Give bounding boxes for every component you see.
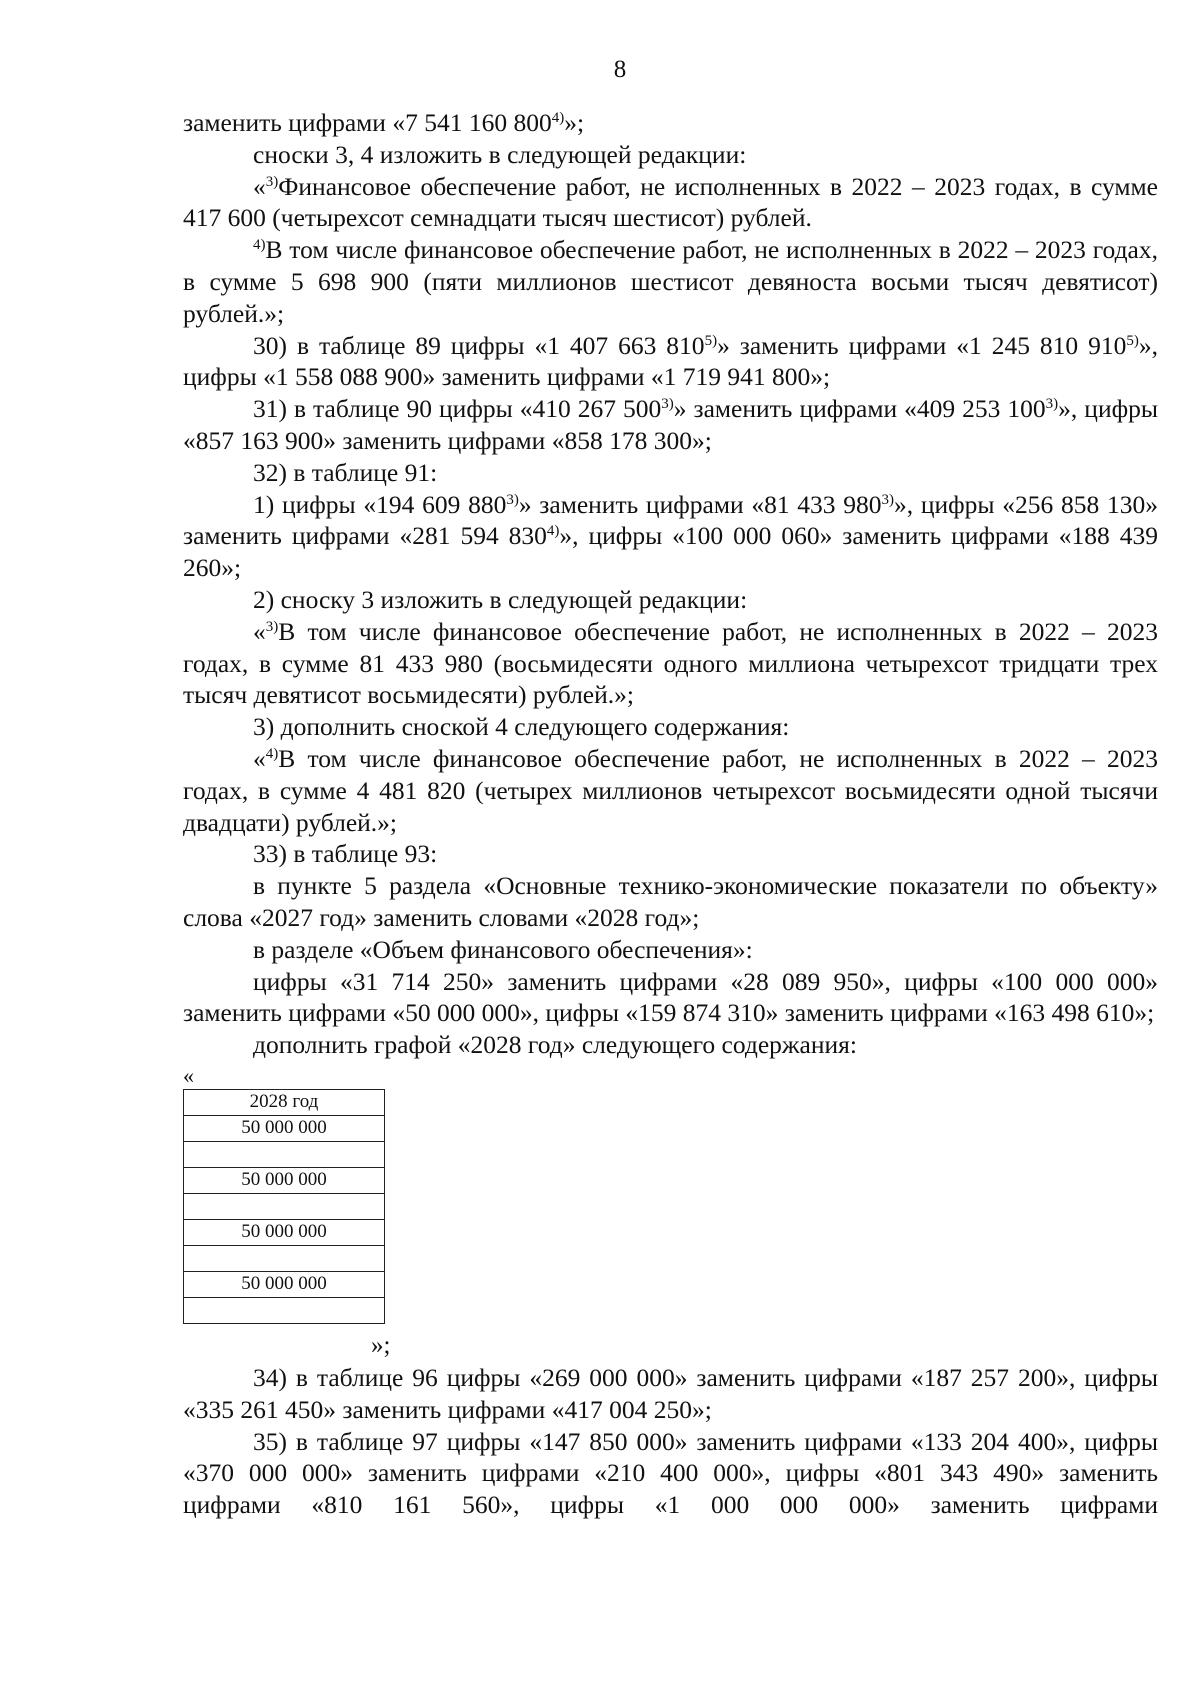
paragraph-footnote-3: «$^{3)}$Финансовое обеспечение работ, не исполненных в 2022 – 2023 годах, в сумме 417 600 (четырехсот семнадцати тысяч шестисот) рублей.	[183, 171, 1158, 233]
paragraph-footnote-4-new: «$^{4)}$В том числе финансовое обеспечение работ, не исполненных в 2022 – 2023 годах, в сумме 4 481 820 (четырех миллионов четырехсот восьмидесяти одной тысячи двадцати) рублей.»;	[183, 743, 1158, 837]
table-cell: 50 000 000	[184, 1167, 385, 1193]
document-body	[183, 107, 1158, 1521]
paragraph-item-31: 31) в таблице 90 цифры «410 267 500$^{3)}$» заменить цифрами «409 253 100$^{3)}$», цифры «857 163 900» заменить цифрами «858 178 300»;	[183, 394, 1158, 455]
paragraph-item-35: 35) в таблице 97 цифры «147 850 000» заменить цифрами «133 204 400», цифры «370 000 000» заменить цифрами «210 400 000», цифры «801 343 490» заменить цифрами «810 161 560», цифры «1 000 000 000» заменить цифрами	[183, 1426, 1158, 1520]
paragraph-item-32: 32) в таблице 91:	[253, 457, 438, 487]
page-number: 8	[613, 56, 627, 83]
paragraph-item-32-1: 1) цифры «194 609 880$^{3)}$» заменить цифрами «81 433 980$^{3)}$», цифры «256 858 130» заменить цифрами «281 594 830$^{4)}$», цифры «100 000 060» заменить цифрами «188 439 260»;	[183, 489, 1158, 583]
table-cell: 50 000 000	[184, 1219, 385, 1245]
paragraph-item-33: 33) в таблице 93:	[253, 839, 438, 869]
paragraph-footnote-3-new: «$^{3)}$В том числе финансовое обеспечение работ, не исполненных в 2022 – 2023 годах, в сумме 81 433 980 (восьмидесяти одного миллиона четырехсот тридцати трех тысяч девятисот восьмидесяти) рублей.»;	[183, 616, 1158, 710]
table-row	[184, 1193, 385, 1219]
table-header-cell: 2028 год	[184, 1089, 385, 1115]
table-row	[184, 1115, 385, 1141]
paragraph-item-33-a: в пункте 5 раздела «Основные технико-экономические показатели по объекту» слова «2027 год» заменить словами «2028 год»;	[183, 871, 1158, 932]
paragraph-item-34: 34) в таблице 96 цифры «269 000 000» заменить цифрами «187 257 200», цифры «335 261 450» заменить цифрами «417 004 250»;	[183, 1362, 1158, 1424]
paragraph-item-32-2: 2) сноску 3 изложить в следующей редакции:	[253, 584, 748, 614]
table-cell	[184, 1245, 385, 1271]
table-cell	[184, 1297, 385, 1323]
table-cell	[184, 1193, 385, 1219]
table-row	[184, 1297, 385, 1323]
table-row	[184, 1245, 385, 1271]
table-cell: 50 000 000	[184, 1271, 385, 1297]
paragraph-item-33-b: в разделе «Объем финансового обеспечения»:	[253, 934, 753, 964]
table-row	[184, 1141, 385, 1167]
table-row	[184, 1271, 385, 1297]
table-header-row	[184, 1089, 385, 1115]
paragraph-footnote-4: $^{4)}$В том числе финансовое обеспечение работ, не исполненных в 2022 – 2023 годах, в сумме 5 698 900 (пяти миллионов шестисот девяноста восьми тысяч девятисот) рублей.»;	[183, 235, 1158, 328]
paragraph-continuation: заменить цифрами «7 541 160 800$^{4)}$»;	[183, 108, 585, 137]
table-cell: 50 000 000	[184, 1115, 385, 1141]
paragraph-item-33-d: дополнить графой «2028 год» следующего содержания:	[253, 1030, 857, 1060]
paragraph-item-33-c: цифры «31 714 250» заменить цифрами «28 089 950», цифры «100 000 000» заменить цифрами «50 000 000», цифры «159 874 310» заменить цифрами «163 498 610»;	[183, 966, 1158, 1028]
paragraph-item-30: 30) в таблице 89 цифры «1 407 663 810$^{5)}$» заменить цифрами «1 245 810 910$^{5)}$», цифры «1 558 088 900» заменить цифрами «1 719 941 800»;	[183, 330, 1158, 392]
table-row	[184, 1167, 385, 1193]
quote-close: »;	[371, 1331, 391, 1359]
paragraph-footnotes-intro: сноски 3, 4 изложить в следующей редакции:	[253, 139, 747, 169]
column-2028-table	[183, 1089, 385, 1324]
table-cell	[184, 1141, 385, 1167]
quote-open: «	[183, 1062, 194, 1088]
table-row	[184, 1219, 385, 1245]
paragraph-item-32-3: 3) дополнить сноской 4 следующего содержания:	[253, 712, 790, 742]
